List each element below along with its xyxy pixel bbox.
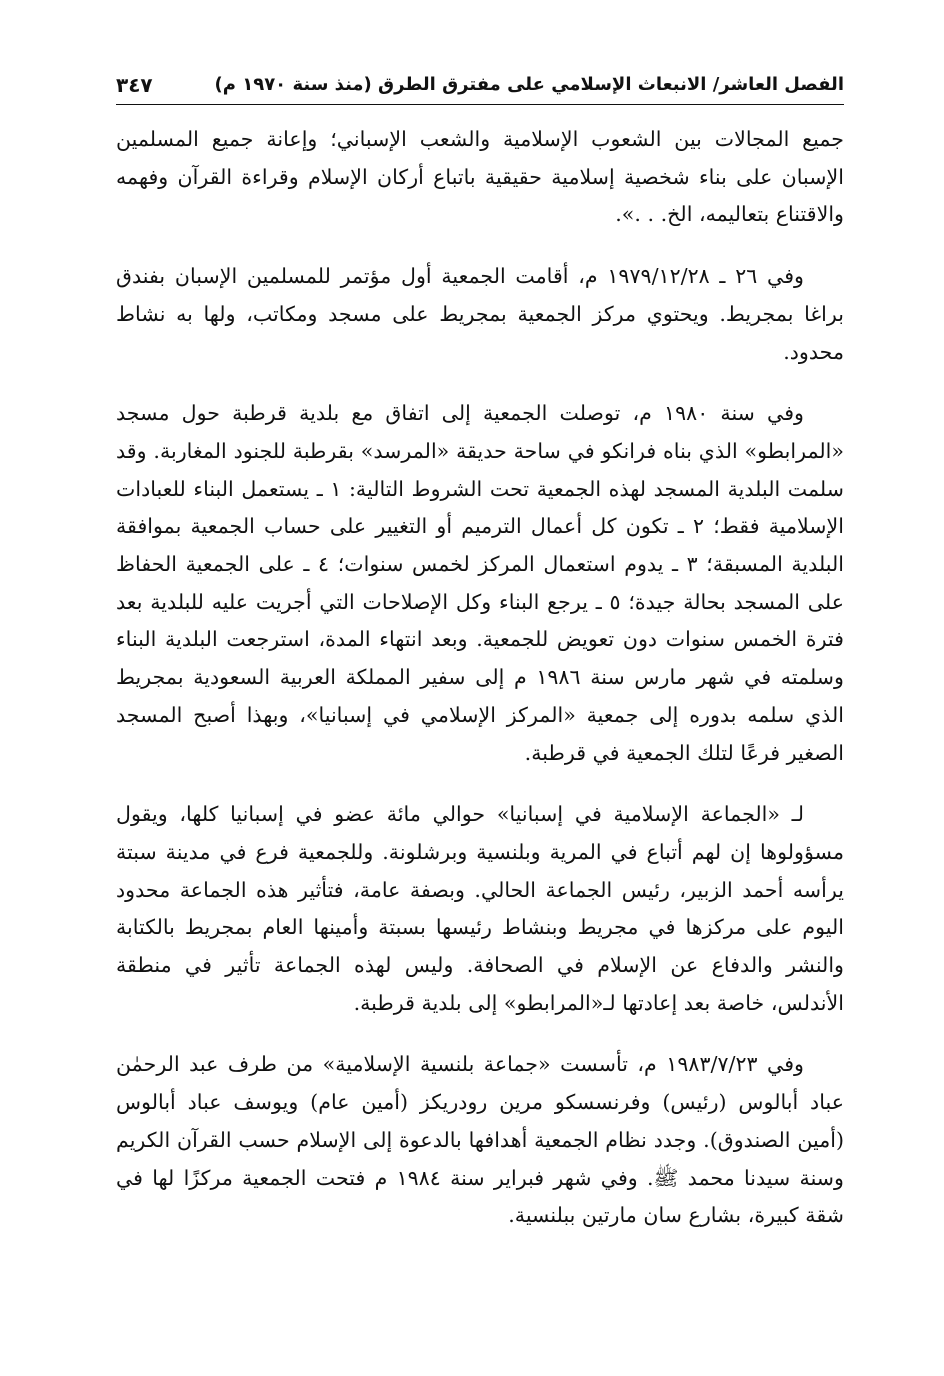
page-header — [116, 62, 844, 100]
paragraph-continuation: جميع المجالات بين الشعوب الإسلامية والشعب الإسباني؛ وإعانة جميع المسلمين الإسبان على بناء شخصية إسلامية حقيقية باتباع أركان الإسلام وقراءة القرآن وفهمه والاقتناع بتعاليمه، الخ. . .». — [116, 127, 844, 227]
page-number: ٣٤٧ — [116, 73, 153, 97]
paragraph-cordoba-mosque: وفي سنة ١٩٨٠ م، توصلت الجمعية إلى اتفاق مع بلدية قرطبة حول مسجد «المرابطو» الذي بناه فرانكو في ساحة حديقة «المرسد» بقرطبة للجنود المغاربة. وقد سلمت البلدية المسجد لهذه الجمعية تحت الشروط التالية: ١ ـ يستعمل البناء للعبادات الإسلامية فقط؛ ٢ ـ تكون كل أعمال الترميم أو التغيير على حساب الجمعية بموافقة البلدية المسبقة؛ ٣ ـ يدوم استعمال المركز لخمس سنوات؛ ٤ ـ على الجمعية الحفاظ على المسجد بحالة جيدة؛ ٥ ـ يرجع البناء وكل الإصلاحات التي أجريت عليه للبلدية بعد فترة الخمس سنوات دون تعويض للجمعية. وبعد انتهاء المدة، استرجعت البلدية البناء وسلمته في شهر مارس سنة ١٩٨٦ م إلى سفير المملكة العربية السعودية بمجريط الذي سلمه بدوره إلى جمعية «المركز الإسلامي في إسبانيا»، وبهذا أصبح المسجد الصغير فرعًا لتلك الجمعية في قرطبة. — [116, 401, 845, 765]
running-title: الفصل العاشر/ الانبعاث الإسلامي على مفترق الطرق (منذ سنة ١٩٧٠ م) — [214, 74, 844, 95]
header-rule — [116, 104, 844, 105]
paragraph-valencia-community: وفي ١٩٨٣/٧/٢٣ م، تأسست «جماعة بلنسية الإسلامية» من طرف عبد الرحمٰن عباد أبالوس (رئيس) وفرنسسكو مرين رودريكز (أمين عام) ويوسف عباد أبالوس (أمين الصندوق). وجدد نظام الجمعية أهدافها بالدعوة إلى الإسلام حسب القرآن الكريم وسنة سيدنا محمد ﷺ. وفي شهر فبراير سنة ١٩٨٤ م فتحت الجمعية مركزًا لها في شقة كبيرة، بشارع سان مارتين ببلنسية. — [116, 1052, 844, 1228]
body-text — [116, 121, 844, 1235]
paragraph-conference-1979: وفي ٢٦ ـ ١٩٧٩/١٢/٢٨ م، أقامت الجمعية أول مؤتمر للمسلمين الإسبان بفندق براغا بمجريط. ويحتوي مركز الجمعية بمجريط على مسجد ومكاتب، ولها به نشاط محدود. — [116, 264, 844, 364]
paragraph-islamic-community: لـ «الجماعة الإسلامية في إسبانيا» حوالي مائة عضو في إسبانيا كلها، ويقول مسؤولوها إن لهم أتباع في المرية وبلنسية وبرشلونة. وللجمعية فرع في مدينة سبتة يرأسه أحمد الزبير، رئيس الجماعة الحالي. وبصفة عامة، فتأثير هذه الجماعة محدود اليوم على مركزها في مجريط وبنشاط رئيسها بسبتة وأمينها العام بمجريط بالكتابة والنشر والدفاع عن الإسلام في الصحافة. وليس لهذه الجماعة تأثير في منطقة الأندلس، خاصة بعد إعادتها لـ«المرابطو» إلى بلدية قرطبة. — [116, 802, 844, 1015]
book-page — [116, 62, 844, 1322]
